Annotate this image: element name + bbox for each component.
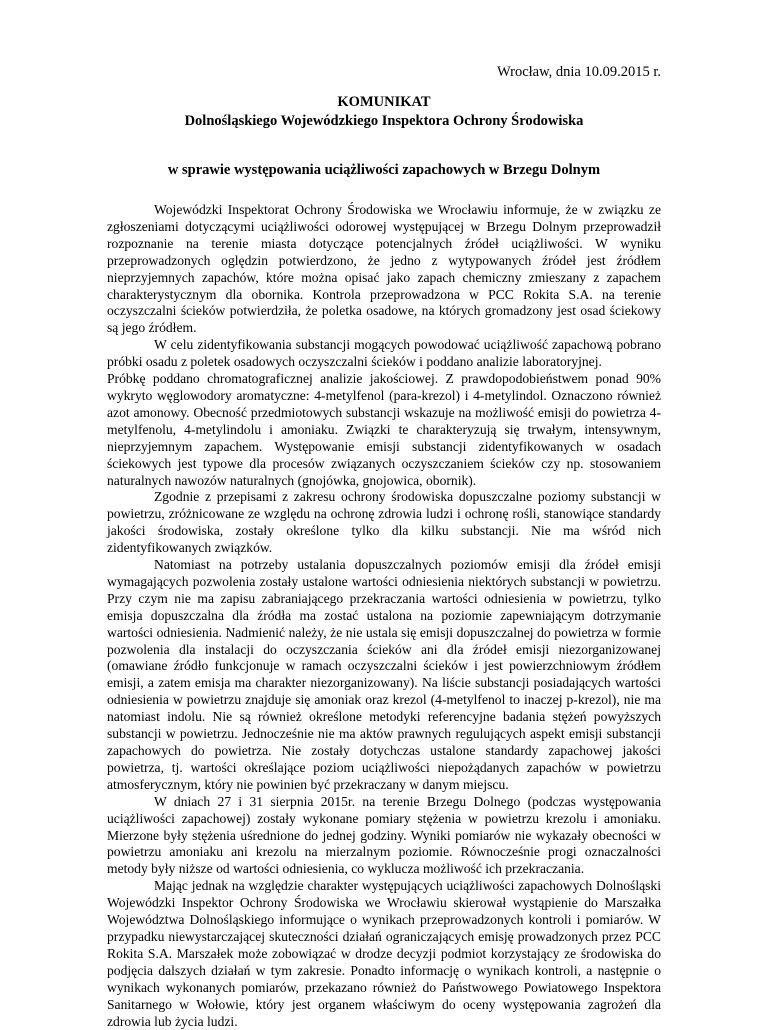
paragraph: Mając jednak na względzie charakter występujących uciążliwości zapachowych Dolnośląski Wojewódzki Inspektor Ochrony Środowiska we Wrocławiu skierował wystąpienie do Marszałka Województwa Dolnośląskiego informujące o wynikach przeprowadzonych kontroli i pomiarów. W przypadku niewystarczającej skuteczności działań ograniczających emisję prowadzonych przez PCC Rokita S.A. Marszałek może zobowiązać w drodze decyzji podmiot korzystający ze środowiska do podjęcia dalszych działań w tym zakresie. Ponadto informację o wynikach kontroli, a następnie o wynikach wykonanych pomiarów, przekazano również do Państwowego Powiatowego Inspektora Sanitarnego w Wołowie, który jest organem właściwym do oceny występowania zagrożeń dla zdrowia lub życia ludzi. — [107, 878, 661, 1029]
date-line: Wrocław, dnia 10.09.2015 r. — [497, 64, 661, 80]
paragraph: Zgodnie z przepisami z zakresu ochrony środowiska dopuszczalne poziomy substancji w powietrzu, zróżnicowane ze względu na ochronę zdrowia ludzi i ochronę rośli, stanowiące standardy jakości środowiska, zostały określone tylko dla kilku substancji. Nie ma wśród nich zidentyfikowanych związków. — [107, 489, 661, 556]
document-subject: w sprawie występowania uciążliwości zapachowych w Brzegu Dolnym — [167, 162, 601, 178]
document-heading — [107, 93, 661, 131]
paragraph: Natomiast na potrzeby ustalania dopuszczalnych poziomów emisji dla źródeł emisji wymagających pozwolenia zostały ustalone wartości odniesienia niektórych substancji w powietrzu. Przy czym nie ma zapisu zabraniającego przekraczania wartości odniesienia w powietrzu, tylko emisja dopuszczalna dla źródła ma zostać ustalona na poziomie zapewniającym dotrzymanie wartości odniesienia. Nadmienić należy, że nie ustala się emisji dopuszczalnej do powietrza w formie pozwolenia dla instalacji do oczyszczania ścieków ani dla źródeł emisji niezorganizowanej (omawiane źródło funkcjonuje w ramach oczyszczalni ścieków i jest powierzchniowym źródłem emisji, a zatem emisja ma charakter niezorganizowany). Na liście substancji posiadających wartości odniesienia w powietrzu znajduje się amoniak oraz krezol (4-metylfenol to inaczej p-krezol), nie ma natomiast indolu. Nie są również określone metodyki referencyjne badania stężeń powyższych substancji w powietrzu. Jednocześnie nie ma aktów prawnych regulujących aspekt emisji substancji zapachowych do powietrza. Nie zostały dotychczas ustalone standardy zapachowej jakości powietrza, tj. wartości określające poziom uciążliwości niepożądanych zapachów w powietrzu atmosferycznym, który nie powinien być przekraczany w danym miejscu. — [107, 557, 661, 792]
document-body — [107, 202, 661, 1030]
paragraph: Próbkę poddano chromatograficznej analizie jakościowej. Z prawdopodobieństwem ponad 90% wykryto węglowodory aromatyczne: 4-metylfenol (para-krezol) i 4-metylindol. Oznaczono również azot amonowy. Obecność przedmiotowych substancji wskazuje na możliwość emisji do powietrza 4-metylfenolu, 4-metylindolu i amoniaku. Związki te charakteryzują się trwałym, intensywnym, nieprzyjemnym zapachem. Występowanie emisji substancji zidentyfikowanych w osadach ściekowych jest typowe dla procesów związanych oczyszczaniem ścieków czy np. stosowaniem naturalnych nawozów naturalnych (gnojówka, gnojowica, obornik). — [107, 371, 661, 488]
paragraph: W dniach 27 i 31 sierpnia 2015r. na terenie Brzegu Dolnego (podczas występowania uciążliwości zapachowej) zostały wykonane pomiary stężenia w powietrzu krezolu i amoniaku. Mierzone były stężenia uśrednione do jednej godziny. Wyniki pomiarów nie wykazały obecności w powietrzu amoniaku ani krezolu na mierzalnym poziomie. Równocześnie progi oznaczalności metody były niższe od wartości odniesienia, co wyklucza możliwość ich przekraczania. — [107, 793, 661, 877]
document-title: KOMUNIKAT — [337, 94, 431, 110]
document-issuer: Dolnośląskiego Wojewódzkiego Inspektora Ochrony Środowiska — [184, 113, 584, 129]
paragraph: Wojewódzki Inspektorat Ochrony Środowiska we Wrocławiu informuje, że w związku ze zgłoszeniami dotyczącymi uciążliwości odorowej występującej w Brzegu Dolnym przeprowadził rozpoznanie na terenie miasta dotyczące potencjalnych źródeł uciążliwości. W wyniku przeprowadzonych oględzin potwierdzono, że jedno z wytypowanych źródeł jest źródłem nieprzyjemnych zapachów, które można opisać jako zapach chemiczny zmieszany z zapachem charakterystycznym dla obornika. Kontrola przeprowadzona w PCC Rokita S.A. na terenie oczyszczalni ścieków potwierdziła, że poletka osadowe, na których gromadzony jest osad ściekowy są jego źródłem. — [107, 202, 661, 336]
paragraph: W celu zidentyfikowania substancji mogących powodować uciążliwość zapachową pobrano próbki osadu z poletek osadowych oczyszczalni ścieków i poddano analizie laboratoryjnej. — [107, 337, 661, 370]
